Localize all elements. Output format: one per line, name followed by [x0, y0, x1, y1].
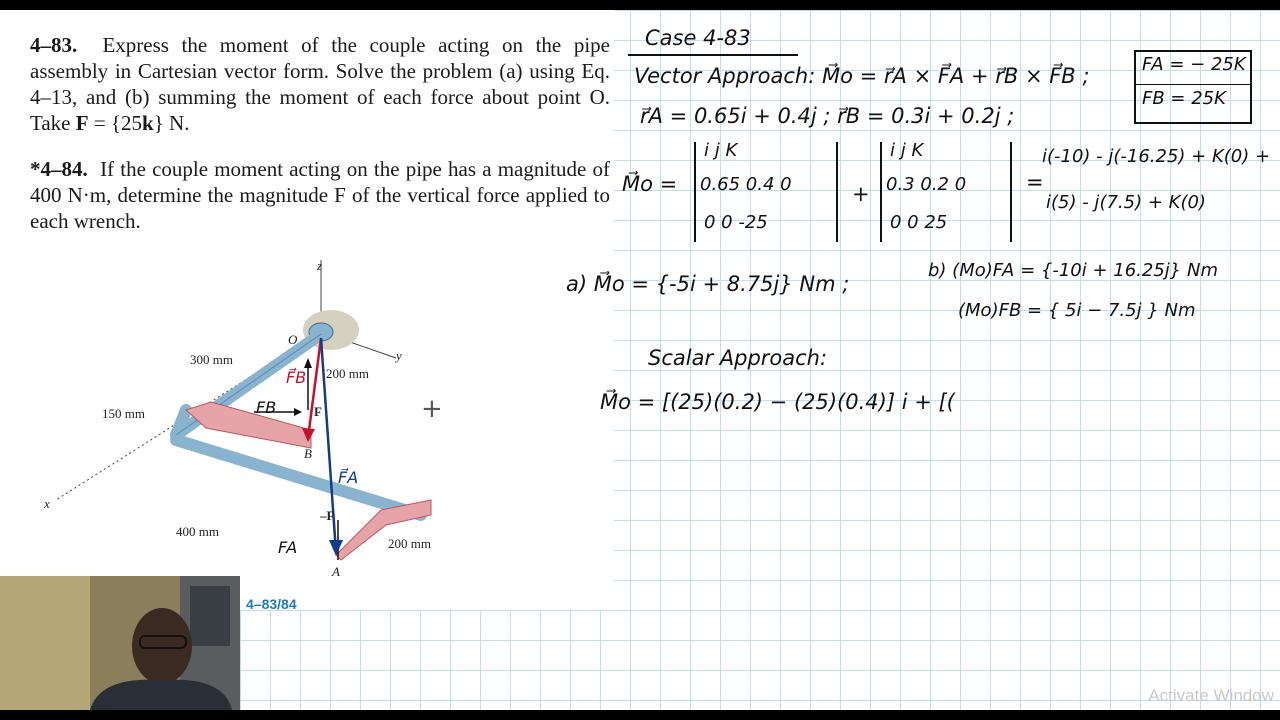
- wrench-b: [186, 402, 311, 448]
- problem-4-83: [30, 32, 610, 136]
- det1-row3: 0 0 -25: [704, 212, 768, 233]
- result-line-1: i(-10) - j(-16.25) + K(0) +: [1042, 146, 1271, 167]
- plus-sign: +: [852, 182, 870, 206]
- dimension-label: 400 mm: [176, 524, 219, 539]
- det1-left-bar: [694, 142, 696, 242]
- det2-right-bar: [1010, 142, 1012, 242]
- problem-symbol: k: [142, 111, 154, 135]
- dimension-label: 200 mm: [388, 536, 431, 551]
- problem-symbol: F: [75, 111, 89, 135]
- dimension-label: 300 mm: [190, 352, 233, 367]
- crosshair-cursor-icon: +: [421, 394, 443, 424]
- det1-right-bar: [836, 142, 838, 242]
- det1-row2: 0.65 0.4 0: [700, 174, 792, 195]
- result-line-2: i(5) - j(7.5) + K(0): [1046, 192, 1206, 213]
- vector-approach-line: Vector Approach: M⃗o = r⃗A × F⃗A + r⃗B × F⃗B ;: [634, 64, 1090, 88]
- dimension-label: 200 mm: [326, 366, 369, 381]
- pipe-segment-3: [176, 440, 421, 515]
- problem-text: Express the moment of the couple acting on the pipe assembly in Cartesian vector form. Solve the problem (a) using Eq. 4–13, and (b) summing the moment of each force about point O. Take: [30, 33, 610, 135]
- given-fa: FA = − 25K: [1142, 54, 1246, 75]
- point-b-label: B: [304, 446, 312, 461]
- problem-text: If the couple moment acting on the pipe has a magnitude of 400 N·m, determine the magnitude F of the vertical force applied to each wrench.: [30, 157, 610, 233]
- equals-sign: =: [1026, 170, 1044, 194]
- annotation-fb-red: F⃗B: [286, 368, 307, 387]
- problem-text: = {25: [88, 111, 143, 135]
- scalar-approach-line: M⃗o = [(25)(0.2) − (25)(0.4)] i + [(: [600, 390, 955, 414]
- activate-windows-watermark: Activate Window: [1148, 686, 1274, 705]
- annotation-fa: FA: [278, 538, 298, 557]
- det1-row1: i j K: [704, 140, 738, 161]
- webcam-overlay: [0, 576, 240, 710]
- z-axis-label: z: [317, 258, 323, 273]
- figure-caption: 4–83/84: [246, 596, 297, 612]
- y-axis-label: y: [396, 348, 402, 363]
- problem-4-84: [30, 156, 610, 234]
- force-f-arrowhead: [304, 358, 312, 368]
- textbook-panel: [0, 10, 614, 610]
- part-b-line-1: b) (Mo)FA = {-10i + 16.25j} Nm: [928, 260, 1218, 281]
- fb-pointer-arrowhead: [294, 408, 302, 416]
- part-a-result: a) M⃗o = {-5i + 8.75j} Nm ;: [566, 272, 850, 296]
- force-neg-f-label: –F: [320, 508, 335, 523]
- pipe-assembly-figure: [36, 260, 456, 590]
- scalar-approach-title: Scalar Approach:: [648, 346, 828, 370]
- problem-number: 4–83.: [30, 33, 78, 57]
- given-divider: [1136, 84, 1250, 85]
- part-b-line-2: (Mo)FB = { 5i − 7.5j } Nm: [958, 300, 1196, 321]
- det2-row3: 0 0 25: [890, 212, 948, 233]
- det2-row1: i j K: [890, 140, 924, 161]
- vector-rb-line: [308, 338, 321, 438]
- problem-number: *4–84.: [30, 157, 88, 181]
- webcam-presenter-image: [0, 576, 240, 710]
- det2-row2: 0.3 0.2 0: [886, 174, 967, 195]
- given-fb: FB = 25K: [1142, 88, 1226, 109]
- x-axis-label: x: [44, 496, 50, 511]
- dimension-label: 150 mm: [102, 406, 145, 421]
- point-o-label: O: [288, 332, 298, 347]
- force-f-label: F: [314, 404, 322, 419]
- annotation-fa-blue: F⃗A: [338, 468, 359, 487]
- case-title: Case 4-83: [645, 26, 751, 50]
- position-vectors-line: r⃗A = 0.65i + 0.4j ; r⃗B = 0.3i + 0.2j ;: [640, 104, 1015, 128]
- mo-lhs: M⃗o =: [622, 172, 678, 196]
- det2-left-bar: [880, 142, 882, 242]
- point-a-label: A: [332, 564, 340, 579]
- whiteboard-canvas[interactable]: [0, 10, 1280, 710]
- case-title-underline: [628, 54, 798, 56]
- problem-text: } N.: [153, 111, 190, 135]
- annotation-fb: FB: [256, 398, 277, 417]
